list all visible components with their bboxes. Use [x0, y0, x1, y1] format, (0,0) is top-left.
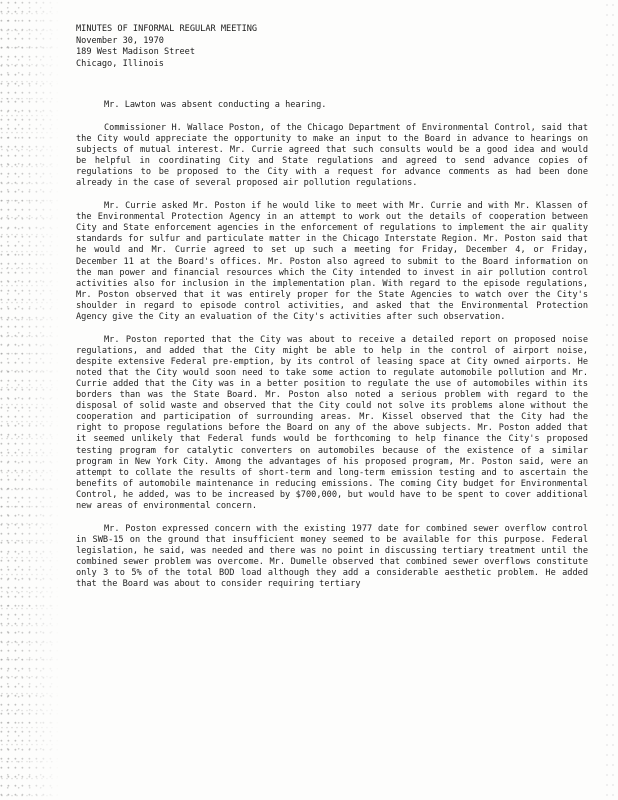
paragraph-noise-regulations: Mr. Poston reported that the City was about to receive a detailed report on proposed noise regulations, and added that the City might be able to help in the control of airport noise, despite extensive Federal pre-emption, by its control of leasing space at City owned airports. He noted that the City would soon need to take some action to regulate automobile pollution and Mr. Currie added that the City was in a better position to regulate the use of automobiles within its borders than was the State Board. Mr. Poston also noted a serious problem with regard to the disposal of solid waste and observed that the City could not solve its problems alone without the cooperation and participation of surrounding areas. Mr. Kissel observed that the City had the right to propose regulations before the Board on any of the above subjects. Mr. Poston added that it seemed unlikely that Federal funds would be forthcoming to help finance the City's proposed testing program for catalytic converters on automobiles because of the existence of a similar program in New York City. Among the advantages of his proposed program, Mr. Poston said, were an attempt to collate the results of short-term and long-term emission testing and to ascertain the benefits of automobile maintenance in reducing emissions. The coming City budget for Environmental Control, he added, was to be increased by $700,000, but would have to be spent to cover additional new areas of environmental concern.	[76, 334, 588, 511]
scan-noise-left	[0, 0, 60, 800]
meeting-street: 189 West Madison Street	[76, 47, 195, 58]
paragraph-sewer-overflow: Mr. Poston expressed concern with the existing 1977 date for combined sewer overflow control in SWB-15 on the ground that insufficient money seemed to be available for this purpose. Federal legislation, he said, was needed and there was no point in discussing tertiary treatment until the combined sewer problem was overcome. Mr. Dumelle observed that combined sewer overflows constitute only 3 to 5% of the total BOD load although they add a considerable aesthetic problem. He added that the Board was about to consider requiring tertiary	[76, 523, 588, 590]
minutes-document	[76, 24, 588, 590]
document-header	[76, 24, 588, 70]
meeting-date: November 30, 1970	[76, 35, 164, 46]
paragraph-poston-input: Commissioner H. Wallace Poston, of the Chicago Department of Environmental Control, said that the City would appreciate the opportunity to make an input to the Board in advance to hearings on subjects of mutual interest. Mr. Currie agreed that such consults would be a good idea and would be helpful in coordinating City and State regulations and agreed to send advance copies of regulations to be proposed to the City with a request for advance comments as had been done already in the case of several proposed air pollution regulations.	[76, 122, 588, 189]
scan-noise-right	[604, 0, 618, 800]
paragraph-absence: Mr. Lawton was absent conducting a hearing.	[104, 100, 327, 111]
meeting-city: Chicago, Illinois	[76, 58, 164, 69]
minutes-title: MINUTES OF INFORMAL REGULAR MEETING	[76, 24, 258, 34]
paragraph-enforcement-meeting: Mr. Currie asked Mr. Poston if he would like to meet with Mr. Currie and with Mr. Klassen of the Environmental Protection Agency in an attempt to work out the details of cooperation between City and State enforcement agencies in the enforcement of regulations to implement the air quality standards for sulfur and particulate matter in the Chicago Interstate Region. Mr. Poston said that he would and Mr. Currie agreed to set up such a meeting for Friday, December 4, or Friday, December 11 at the Board's offices. Mr. Poston also agreed to submit to the Board information on the man power and financial resources which the City intended to invest in air pollution control activities also for inclusion in the implementation plan. With regard to the episode regulations, Mr. Poston observed that it was entirely proper for the State Agencies to watch over the City's shoulder in regard to episode control activities, and asked that the Environmental Protection Agency give the City an evaluation of the City's activities after such observation.	[76, 201, 588, 322]
